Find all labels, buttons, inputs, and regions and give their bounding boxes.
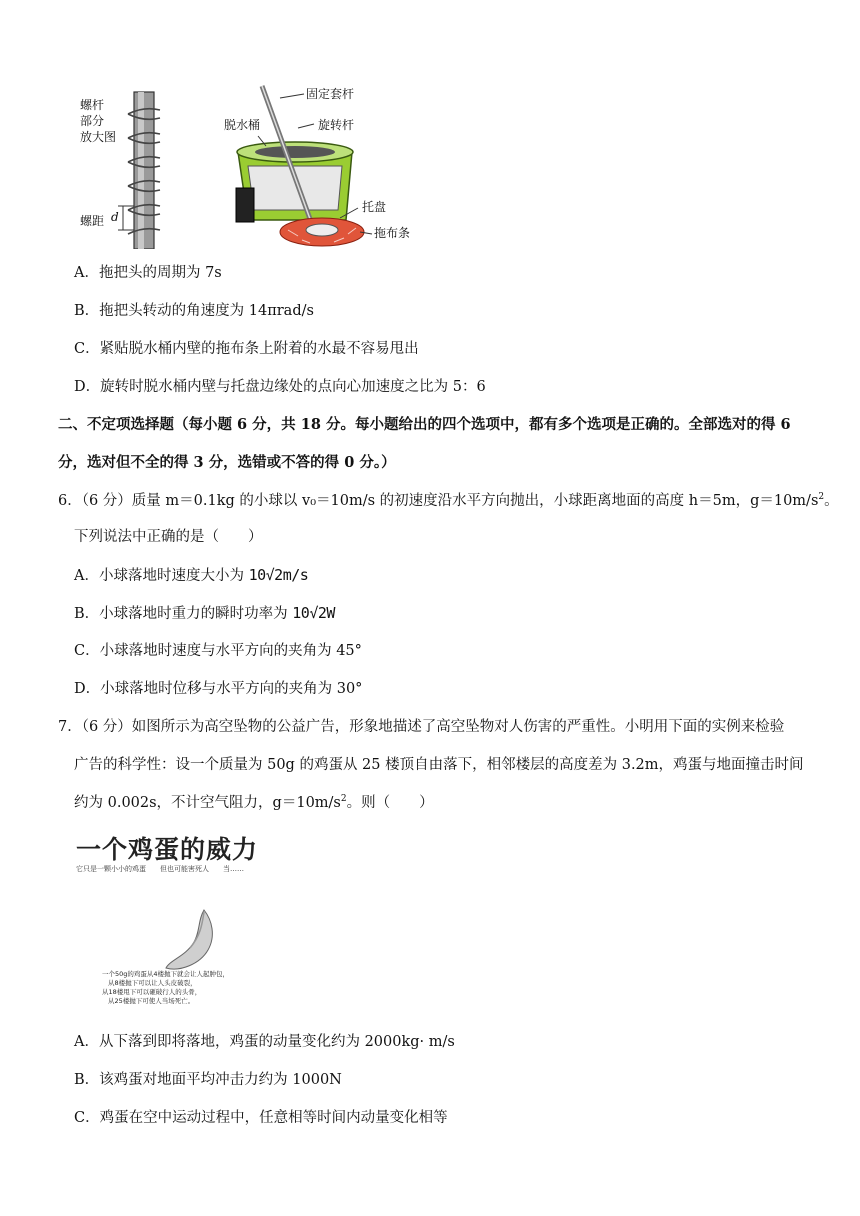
egg-illustration [160,906,220,976]
q6-stem-text: 6．（6 分）质量 m＝0.1kg 的小球以 v₀＝10m/s 的初速度沿水平方向抛出，小球距离地面的高度 h＝5m，g＝10m/s [58,493,819,509]
screw-drawing [78,84,188,249]
q6-option-b [74,603,335,624]
q7-option-b: B．该鸡蛋对地面平均冲击力约为 1000N [74,1072,342,1088]
pitch-label: 螺距 [80,214,105,228]
screw-label-line2: 部分 [80,114,105,128]
poster-caption [102,970,229,1006]
section2-heading-line2: 分，选对但不全的得 3 分，选错或不答的得 0 分。） [58,454,396,471]
q7-stem-line3-sup: 2 [340,794,347,804]
mop-bucket-figure [222,80,422,250]
label-tray: 托盘 [362,200,387,214]
q6-option-a-formula: 10√2m/s [248,566,309,584]
pitch-symbol: d [111,210,119,224]
q6-stem-line1 [58,491,839,511]
q7-stem-line3-end: 。则（ ） [346,795,434,811]
q6-option-b-text: B．小球落地时重力的瞬时功率为 [74,606,288,622]
poster-subtitle: 它只是一颗小小的鸡蛋 但也可能害死人 当…… [76,865,244,873]
q6-option-b-formula: 10√2W [292,604,335,622]
q6-option-a [74,565,308,586]
q7-stem-line3-text: 约为 0.002s，不计空气阻力，g＝10m/s [74,795,341,811]
label-mop-strip: 拖布条 [374,226,411,240]
q6-option-d: D．小球落地时位移与水平方向的夹角为 30° [74,681,363,697]
screw-label-line3: 放大图 [80,130,117,144]
screw-figure [78,84,188,249]
q6-stem-end: 。 [824,493,839,509]
q7-option-a: A．从下落到即将落地，鸡蛋的动量变化约为 2000kg· m/s [74,1034,455,1050]
q7-stem-line1: 7．（6 分）如图所示为高空坠物的公益广告，形象地描述了高空坠物对人伤害的严重性。小明用下面的实例来检验 [58,719,785,735]
q5-option-c: C．紧贴脱水桶内壁的拖布条上附着的水最不容易甩出 [74,341,419,357]
poster-title: 一个鸡蛋的威力 [76,835,259,864]
q6-stem-sup: 2 [818,492,825,502]
section2-heading-line1: 二、不定项选择题（每小题 6 分，共 18 分。每小题给出的四个选项中，都有多个选项是正确的。全部选对的得 6 [58,416,791,433]
q7-option-c: C．鸡蛋在空中运动过程中，任意相等时间内动量变化相等 [74,1110,448,1126]
poster-caption-line3: 从18楼甩下可以砸破行人的头骨， [102,988,202,996]
q7-stem-line3 [74,793,434,813]
q5-option-a: A．拖把头的周期为 7s [74,265,222,281]
poster-caption-line2: 从8楼抛下可以让人头皮破裂， [108,979,197,987]
poster-caption-line4: 从25楼抛下可使人当场死亡。 [108,997,195,1005]
label-bucket: 脱水桶 [224,118,261,132]
poster-caption-line1: 一个50g的鸡蛋从4楼抛下就会让人起肿包， [102,970,230,978]
egg-poster [74,828,294,1018]
q7-stem-line2: 广告的科学性：设一个质量为 50g 的鸡蛋从 25 楼顶自由落下，相邻楼层的高度差为 3.2m，鸡蛋与地面撞击时间 [74,757,804,773]
q6-option-a-text: A．小球落地时速度大小为 [74,568,244,584]
label-rotating-rod: 旋转杆 [318,118,355,132]
q6-stem-line2: 下列说法中正确的是（ ） [74,529,263,545]
q5-option-b: B．拖把头转动的角速度为 14πrad/s [74,303,314,319]
screw-label-line1: 螺杆 [80,98,105,112]
label-fixed-rod: 固定套杆 [306,87,355,101]
q5-option-d: D．旋转时脱水桶内壁与托盘边缘处的点向心加速度之比为 5：6 [74,379,486,395]
q6-option-c: C．小球落地时速度与水平方向的夹角为 45° [74,643,362,659]
